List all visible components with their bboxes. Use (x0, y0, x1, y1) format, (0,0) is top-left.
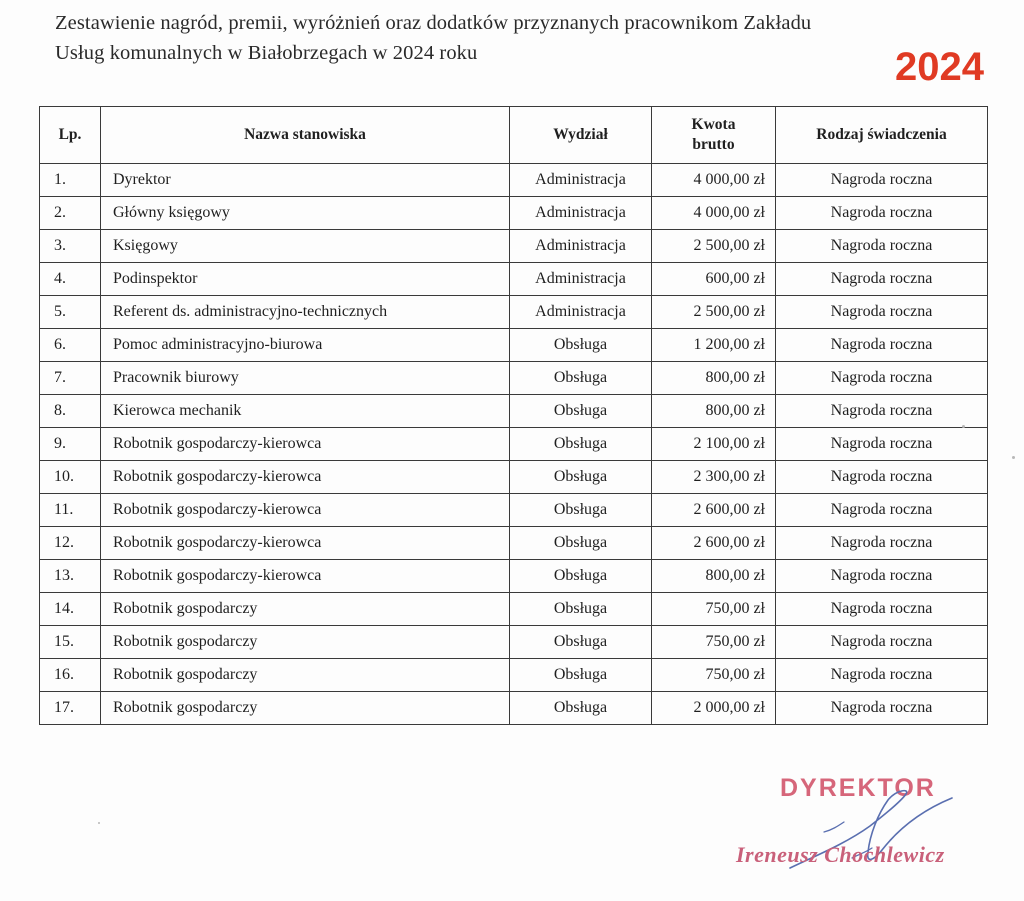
cell-department: Administracja (510, 296, 652, 329)
cell-lp: 15. (40, 626, 101, 659)
table-row (40, 329, 988, 362)
awards-table (39, 106, 988, 725)
cell-benefit-type: Nagroda roczna (776, 692, 988, 725)
cell-position-name: Robotnik gospodarczy (101, 626, 510, 659)
cell-lp: 12. (40, 527, 101, 560)
table-row (40, 428, 988, 461)
cell-lp: 6. (40, 329, 101, 362)
table-row (40, 527, 988, 560)
cell-gross-amount: 600,00 zł (652, 263, 776, 296)
cell-lp: 13. (40, 560, 101, 593)
table-row (40, 659, 988, 692)
table-header-row (40, 107, 988, 164)
cell-department: Obsługa (510, 593, 652, 626)
cell-department: Obsługa (510, 395, 652, 428)
handwritten-signature (720, 760, 1010, 890)
cell-benefit-type: Nagroda roczna (776, 659, 988, 692)
cell-position-name: Pracownik biurowy (101, 362, 510, 395)
cell-position-name: Główny księgowy (101, 197, 510, 230)
cell-lp: 14. (40, 593, 101, 626)
cell-lp: 2. (40, 197, 101, 230)
cell-position-name: Robotnik gospodarczy-kierowca (101, 461, 510, 494)
cell-benefit-type: Nagroda roczna (776, 296, 988, 329)
cell-gross-amount: 2 000,00 zł (652, 692, 776, 725)
cell-department: Obsługa (510, 626, 652, 659)
table-row (40, 263, 988, 296)
cell-lp: 10. (40, 461, 101, 494)
cell-lp: 17. (40, 692, 101, 725)
cell-lp: 4. (40, 263, 101, 296)
cell-position-name: Robotnik gospodarczy (101, 593, 510, 626)
cell-lp: 3. (40, 230, 101, 263)
cell-department: Obsługa (510, 428, 652, 461)
cell-department: Obsługa (510, 494, 652, 527)
table-row (40, 197, 988, 230)
cell-benefit-type: Nagroda roczna (776, 428, 988, 461)
cell-benefit-type: Nagroda roczna (776, 494, 988, 527)
year-badge: 2024 (895, 45, 984, 89)
table-row (40, 395, 988, 428)
cell-gross-amount: 750,00 zł (652, 659, 776, 692)
cell-department: Administracja (510, 263, 652, 296)
cell-position-name: Robotnik gospodarczy-kierowca (101, 494, 510, 527)
table-row (40, 230, 988, 263)
table-body (40, 164, 988, 725)
header-amount-line-1: Kwota (691, 116, 736, 133)
cell-lp: 16. (40, 659, 101, 692)
cell-department: Obsługa (510, 461, 652, 494)
cell-position-name: Pomoc administracyjno-biurowa (101, 329, 510, 362)
scan-speck (1012, 456, 1015, 459)
document-title (55, 8, 995, 68)
header-amount-line-2: brutto (692, 136, 735, 153)
header-lp: Lp. (40, 107, 101, 164)
cell-benefit-type: Nagroda roczna (776, 626, 988, 659)
stamp-name: Ireneusz Chochlewicz (736, 842, 945, 867)
cell-benefit-type: Nagroda roczna (776, 329, 988, 362)
cell-benefit-type: Nagroda roczna (776, 263, 988, 296)
cell-gross-amount: 800,00 zł (652, 395, 776, 428)
cell-benefit-type: Nagroda roczna (776, 197, 988, 230)
cell-department: Administracja (510, 230, 652, 263)
cell-gross-amount: 800,00 zł (652, 560, 776, 593)
cell-position-name: Robotnik gospodarczy-kierowca (101, 560, 510, 593)
table-row (40, 593, 988, 626)
cell-lp: 8. (40, 395, 101, 428)
cell-department: Obsługa (510, 329, 652, 362)
header-name: Nazwa stanowiska (101, 107, 510, 164)
table-row (40, 626, 988, 659)
cell-benefit-type: Nagroda roczna (776, 593, 988, 626)
cell-benefit-type: Nagroda roczna (776, 395, 988, 428)
cell-benefit-type: Nagroda roczna (776, 230, 988, 263)
cell-gross-amount: 750,00 zł (652, 626, 776, 659)
cell-lp: 5. (40, 296, 101, 329)
stamp-title: DYREKTOR (780, 774, 936, 802)
cell-position-name: Robotnik gospodarczy-kierowca (101, 527, 510, 560)
cell-gross-amount: 2 600,00 zł (652, 527, 776, 560)
table-row (40, 461, 988, 494)
cell-gross-amount: 2 600,00 zł (652, 494, 776, 527)
cell-benefit-type: Nagroda roczna (776, 461, 988, 494)
cell-lp: 7. (40, 362, 101, 395)
table-row (40, 494, 988, 527)
cell-position-name: Podinspektor (101, 263, 510, 296)
cell-department: Administracja (510, 197, 652, 230)
header-dept: Wydział (510, 107, 652, 164)
cell-gross-amount: 800,00 zł (652, 362, 776, 395)
cell-position-name: Robotnik gospodarczy (101, 692, 510, 725)
cell-benefit-type: Nagroda roczna (776, 164, 988, 197)
cell-position-name: Księgowy (101, 230, 510, 263)
cell-department: Administracja (510, 164, 652, 197)
cell-lp: 11. (40, 494, 101, 527)
cell-position-name: Robotnik gospodarczy (101, 659, 510, 692)
cell-gross-amount: 2 500,00 zł (652, 230, 776, 263)
cell-department: Obsługa (510, 692, 652, 725)
cell-lp: 1. (40, 164, 101, 197)
director-signature-stamp (720, 760, 1010, 890)
cell-position-name: Kierowca mechanik (101, 395, 510, 428)
cell-department: Obsługa (510, 659, 652, 692)
scan-speck (962, 425, 965, 428)
cell-position-name: Referent ds. administracyjno-technicznych (101, 296, 510, 329)
cell-department: Obsługa (510, 362, 652, 395)
cell-gross-amount: 4 000,00 zł (652, 164, 776, 197)
cell-gross-amount: 4 000,00 zł (652, 197, 776, 230)
cell-gross-amount: 2 500,00 zł (652, 296, 776, 329)
header-amount (652, 107, 776, 164)
table-row (40, 362, 988, 395)
scan-speck (98, 822, 100, 824)
cell-position-name: Robotnik gospodarczy-kierowca (101, 428, 510, 461)
title-line-2: Usług komunalnych w Białobrzegach w 2024 roku (55, 42, 478, 64)
cell-benefit-type: Nagroda roczna (776, 362, 988, 395)
cell-benefit-type: Nagroda roczna (776, 560, 988, 593)
cell-gross-amount: 2 100,00 zł (652, 428, 776, 461)
table-row (40, 296, 988, 329)
cell-department: Obsługa (510, 560, 652, 593)
cell-department: Obsługa (510, 527, 652, 560)
table-row (40, 692, 988, 725)
cell-benefit-type: Nagroda roczna (776, 527, 988, 560)
cell-lp: 9. (40, 428, 101, 461)
cell-gross-amount: 750,00 zł (652, 593, 776, 626)
table-row (40, 560, 988, 593)
title-line-1: Zestawienie nagród, premii, wyróżnień oraz dodatków przyznanych pracownikom Zakładu (55, 12, 812, 34)
cell-gross-amount: 2 300,00 zł (652, 461, 776, 494)
cell-gross-amount: 1 200,00 zł (652, 329, 776, 362)
cell-position-name: Dyrektor (101, 164, 510, 197)
table-row (40, 164, 988, 197)
header-type: Rodzaj świadczenia (776, 107, 988, 164)
